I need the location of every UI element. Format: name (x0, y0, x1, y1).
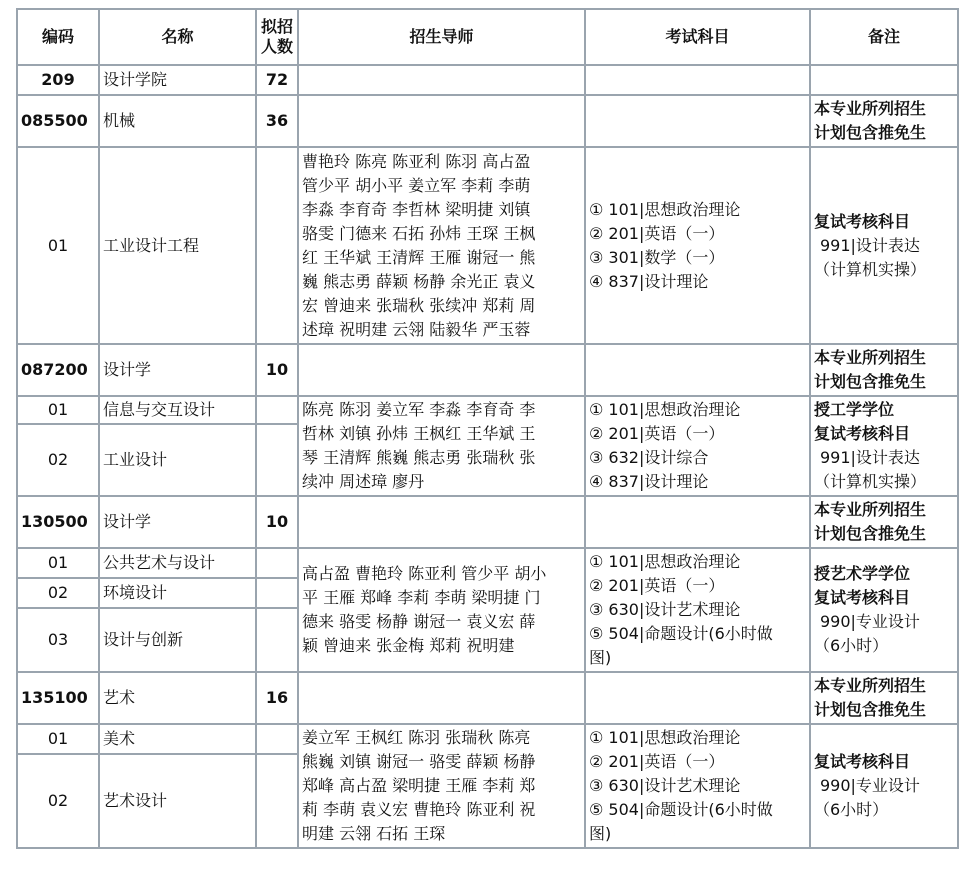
advisors-cell: 陈亮 陈羽 姜立军 李淼 李育奇 李 哲林 刘镇 孙炜 王枫红 王华斌 王 琴 王清辉 熊巍 熊志勇 张瑞秋 张 续冲 周述璋 廖丹 (298, 396, 585, 496)
major-code: 087200 (17, 344, 99, 396)
major-name: 艺术 (99, 672, 256, 724)
direction-name: 美术 (99, 724, 256, 754)
advisors-cell: 姜立军 王枫红 陈羽 张瑞秋 陈亮 熊巍 刘镇 谢冠一 骆雯 薛颖 杨静 郑峰 高占盈 梁明捷 王雁 李莉 郑 莉 李萌 袁义宏 曹艳玲 陈亚利 祝 明建 云翎 石拓 王琛 (298, 724, 585, 848)
col-header-quota-line2: 人数 (260, 37, 293, 56)
major-quota: 16 (256, 672, 298, 724)
col-header-code: 编码 (17, 9, 99, 65)
major-row (17, 95, 958, 147)
direction-code: 01 (17, 396, 99, 424)
major-name: 机械 (99, 95, 256, 147)
recommend-note: 本专业所列招生 计划包含推免生 (810, 344, 958, 396)
major-code: 085500 (17, 95, 99, 147)
advisors-cell: 曹艳玲 陈亮 陈亚利 陈羽 高占盈 管少平 胡小平 姜立军 李莉 李萌 李淼 李育奇 李哲林 梁明捷 刘镇 骆雯 门德来 石拓 孙炜 王琛 王枫 红 王华斌 王清辉 王雁 谢冠一 熊 巍 熊志勇 薛颖 杨静 余光正 袁义 宏 曾迪来 张瑞秋 张续冲 郑莉 周 述璋 祝明建 云翎 陆毅华 严玉蓉 (298, 147, 585, 344)
header-row (17, 9, 958, 65)
notes-cell: 授艺术学学位 复试考核科目 990|专业设计 （6小时） (810, 548, 958, 672)
direction-code: 03 (17, 608, 99, 672)
major-code: 135100 (17, 672, 99, 724)
direction-name: 设计与创新 (99, 608, 256, 672)
direction-row (17, 548, 958, 578)
advisors-cell: 高占盈 曹艳玲 陈亚利 管少平 胡小 平 王雁 郑峰 李莉 李萌 梁明捷 门 德来 骆雯 杨静 谢冠一 袁义宏 薛 颖 曾迪来 张金梅 郑莉 祝明建 (298, 548, 585, 672)
direction-name: 公共艺术与设计 (99, 548, 256, 578)
major-name: 设计学 (99, 344, 256, 396)
major-row (17, 496, 958, 548)
direction-code: 02 (17, 424, 99, 496)
direction-name: 工业设计 (99, 424, 256, 496)
exams-cell: ① 101|思想政治理论 ② 201|英语（一） ③ 630|设计艺术理论 ⑤ 504|命题设计(6小时做 图) (585, 724, 810, 848)
direction-code: 02 (17, 754, 99, 848)
direction-code: 01 (17, 548, 99, 578)
college-name: 设计学院 (99, 65, 256, 95)
notes-cell: 复试考核科目 990|专业设计 （6小时） (810, 724, 958, 848)
direction-name: 信息与交互设计 (99, 396, 256, 424)
recommend-note: 本专业所列招生 计划包含推免生 (810, 95, 958, 147)
notes-cell: 复试考核科目 991|设计表达 （计算机实操） (810, 147, 958, 344)
col-header-name: 名称 (99, 9, 256, 65)
major-row (17, 672, 958, 724)
college-quota: 72 (256, 65, 298, 95)
col-header-notes: 备注 (810, 9, 958, 65)
exams-cell: ① 101|思想政治理论 ② 201|英语（一） ③ 630|设计艺术理论 ⑤ 504|命题设计(6小时做 图) (585, 548, 810, 672)
major-code: 130500 (17, 496, 99, 548)
college-row (17, 65, 958, 95)
direction-name: 工业设计工程 (99, 147, 256, 344)
recommend-note: 本专业所列招生 计划包含推免生 (810, 672, 958, 724)
direction-code: 02 (17, 578, 99, 608)
col-header-exams: 考试科目 (585, 9, 810, 65)
exams-cell: ① 101|思想政治理论 ② 201|英语（一） ③ 301|数学（一） ④ 837|设计理论 (585, 147, 810, 344)
major-quota: 10 (256, 496, 298, 548)
major-row (17, 344, 958, 396)
college-code: 209 (17, 65, 99, 95)
major-quota: 10 (256, 344, 298, 396)
exams-cell: ① 101|思想政治理论 ② 201|英语（一） ③ 632|设计综合 ④ 837|设计理论 (585, 396, 810, 496)
major-name: 设计学 (99, 496, 256, 548)
direction-code: 01 (17, 147, 99, 344)
direction-name: 艺术设计 (99, 754, 256, 848)
major-quota: 36 (256, 95, 298, 147)
admissions-table (16, 8, 959, 849)
notes-cell: 授工学学位 复试考核科目 991|设计表达 （计算机实操） (810, 396, 958, 496)
col-header-quota (256, 9, 298, 65)
direction-row (17, 724, 958, 754)
direction-code: 01 (17, 724, 99, 754)
direction-name: 环境设计 (99, 578, 256, 608)
col-header-quota-line1: 拟招 (260, 17, 293, 36)
direction-row (17, 396, 958, 424)
recommend-note: 本专业所列招生 计划包含推免生 (810, 496, 958, 548)
col-header-advisors: 招生导师 (298, 9, 585, 65)
direction-row (17, 147, 958, 344)
